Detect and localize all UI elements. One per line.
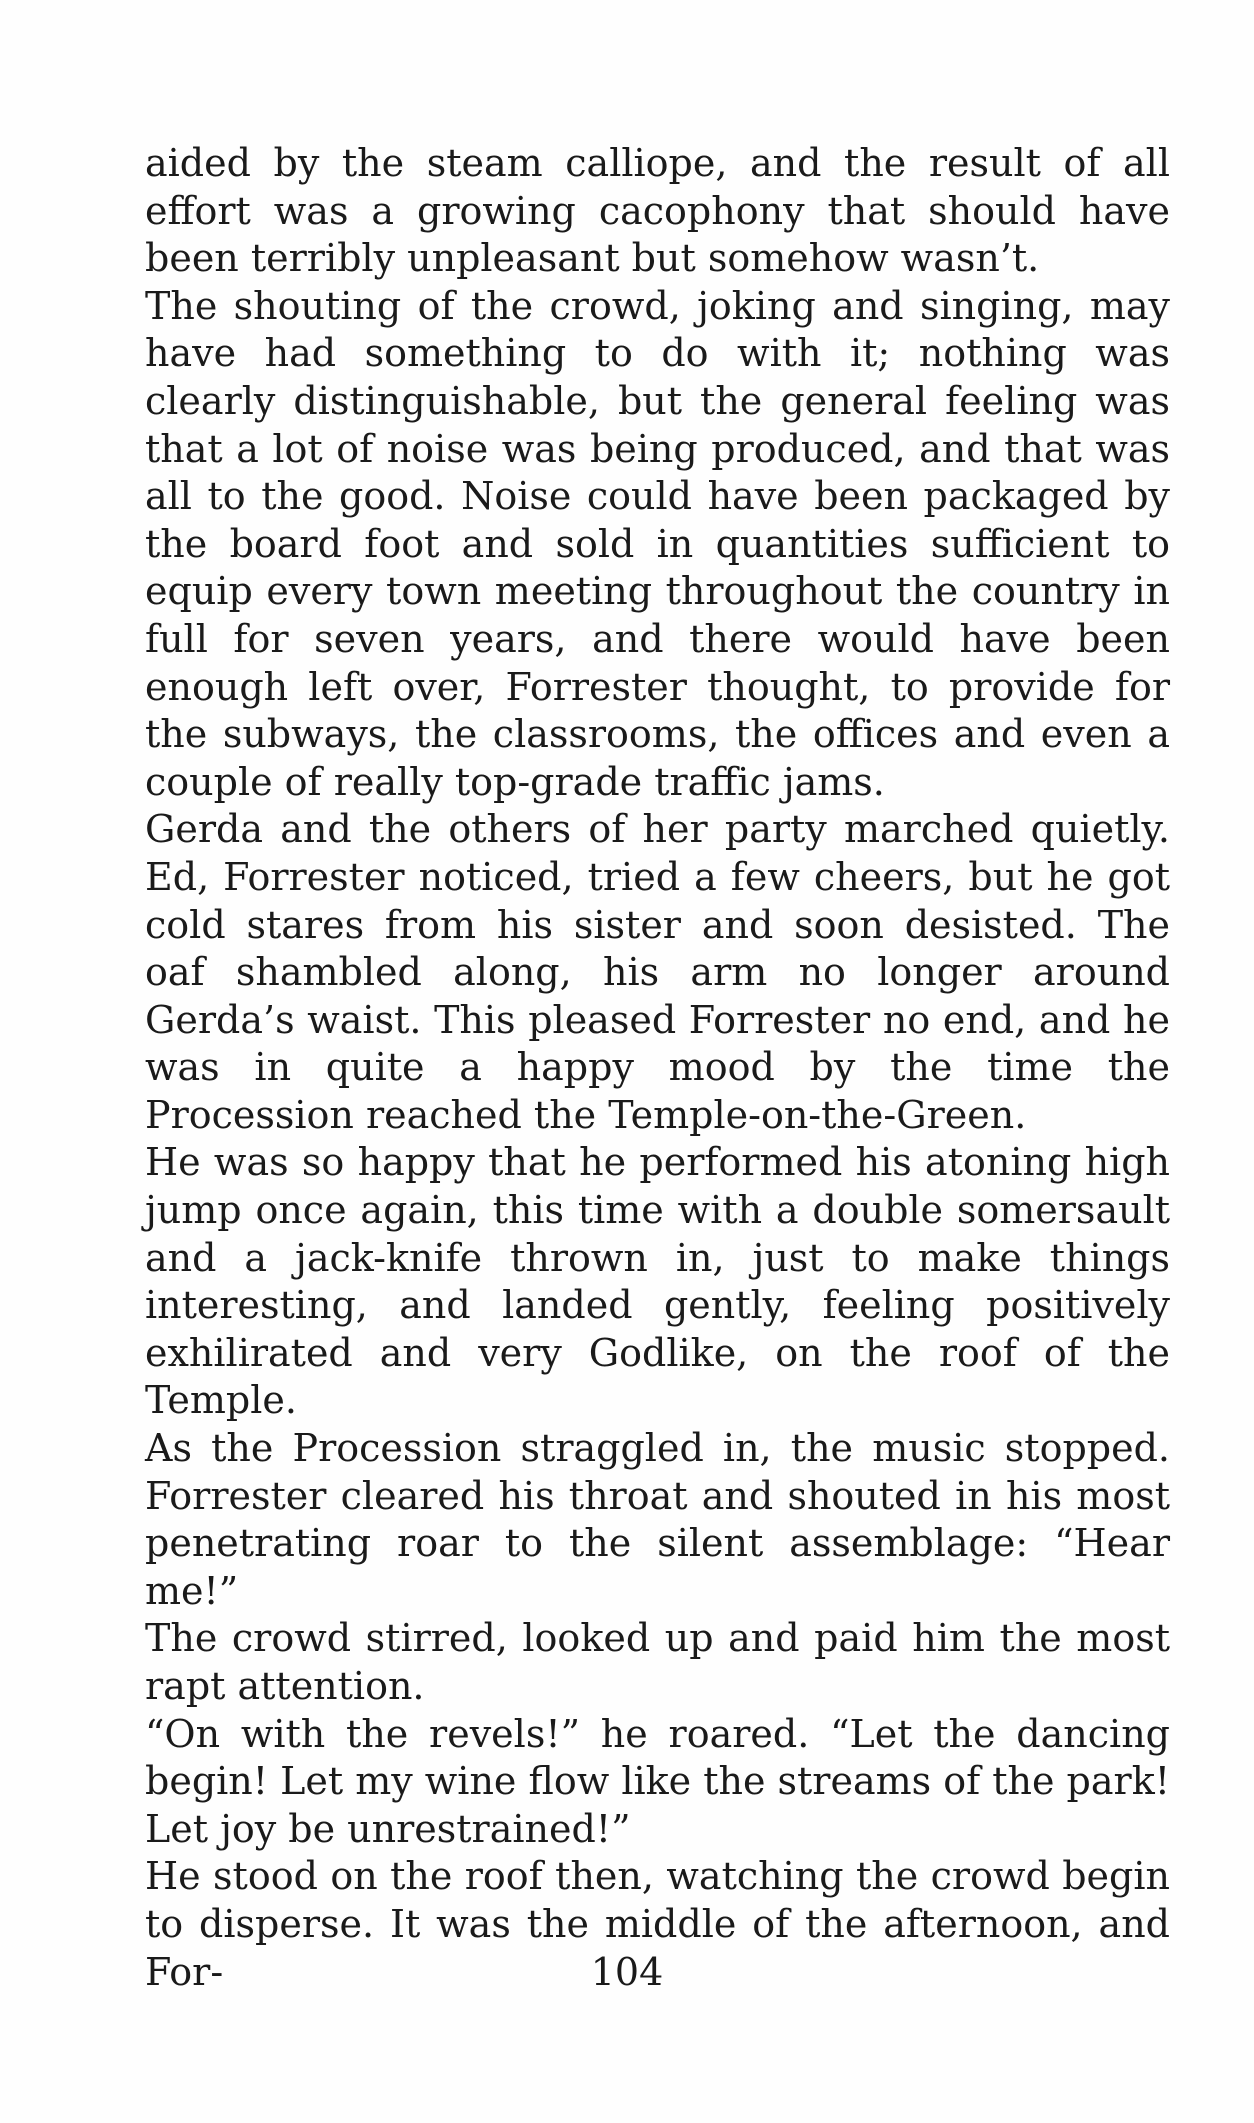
paragraph-4: He was so happy that he performed his atoning high jump once again, this time with a double somersault and a jack-knife thrown in, just to make things interesting, and landed gently, feeling positively exhilirated and very Godlike, on the roof of the Temple. [145,1140,1170,1423]
paragraph-1: aided by the steam calliope, and the result of all effort was a growing cacophony that should have been terribly unpleasant but somehow wasn’t. [145,141,1170,281]
body-text [145,140,1170,1996]
paragraph-2: The shouting of the crowd, joking and singing, may have had something to do with it; nothing was clearly distinguishable, but the general feeling was that a lot of noise was being produced, and that was all to the good. Noise could have been packaged by the board foot and sold in quantities sufficient to equip every town meeting throughout the country in full for seven years, and there would have been enough left over, Forrester thought, to provide for the subways, the classrooms, the offices and even a couple of really top-grade traffic jams. [145,283,1170,804]
paragraph-7: “On with the revels!” he roared. “Let the dancing begin! Let my wine flow like the streams of the park! Let joy be unrestrained!” [145,1711,1170,1851]
paragraph-3: Gerda and the others of her party marched quietly. Ed, Forrester noticed, tried a few cheers, but he got cold stares from his sister and soon desisted. The oaf shambled along, his arm no longer around Gerda’s waist. This pleased Forrester no end, and he was in quite a happy mood by the time the Procession reached the Temple-on-the-Green. [145,807,1170,1137]
paragraph-8: He stood on the roof then, watching the crowd begin to disperse. It was the middle of the afternoon, and For- [145,1854,1170,1994]
page-number: 104 [590,1950,664,1994]
paragraph-5: As the Procession straggled in, the music stopped. Forrester cleared his throat and shouted in his most penetrating roar to the silent assemblage: “Hear me!” [145,1426,1170,1613]
paragraph-6: The crowd stirred, looked up and paid him the most rapt attention. [145,1616,1170,1708]
